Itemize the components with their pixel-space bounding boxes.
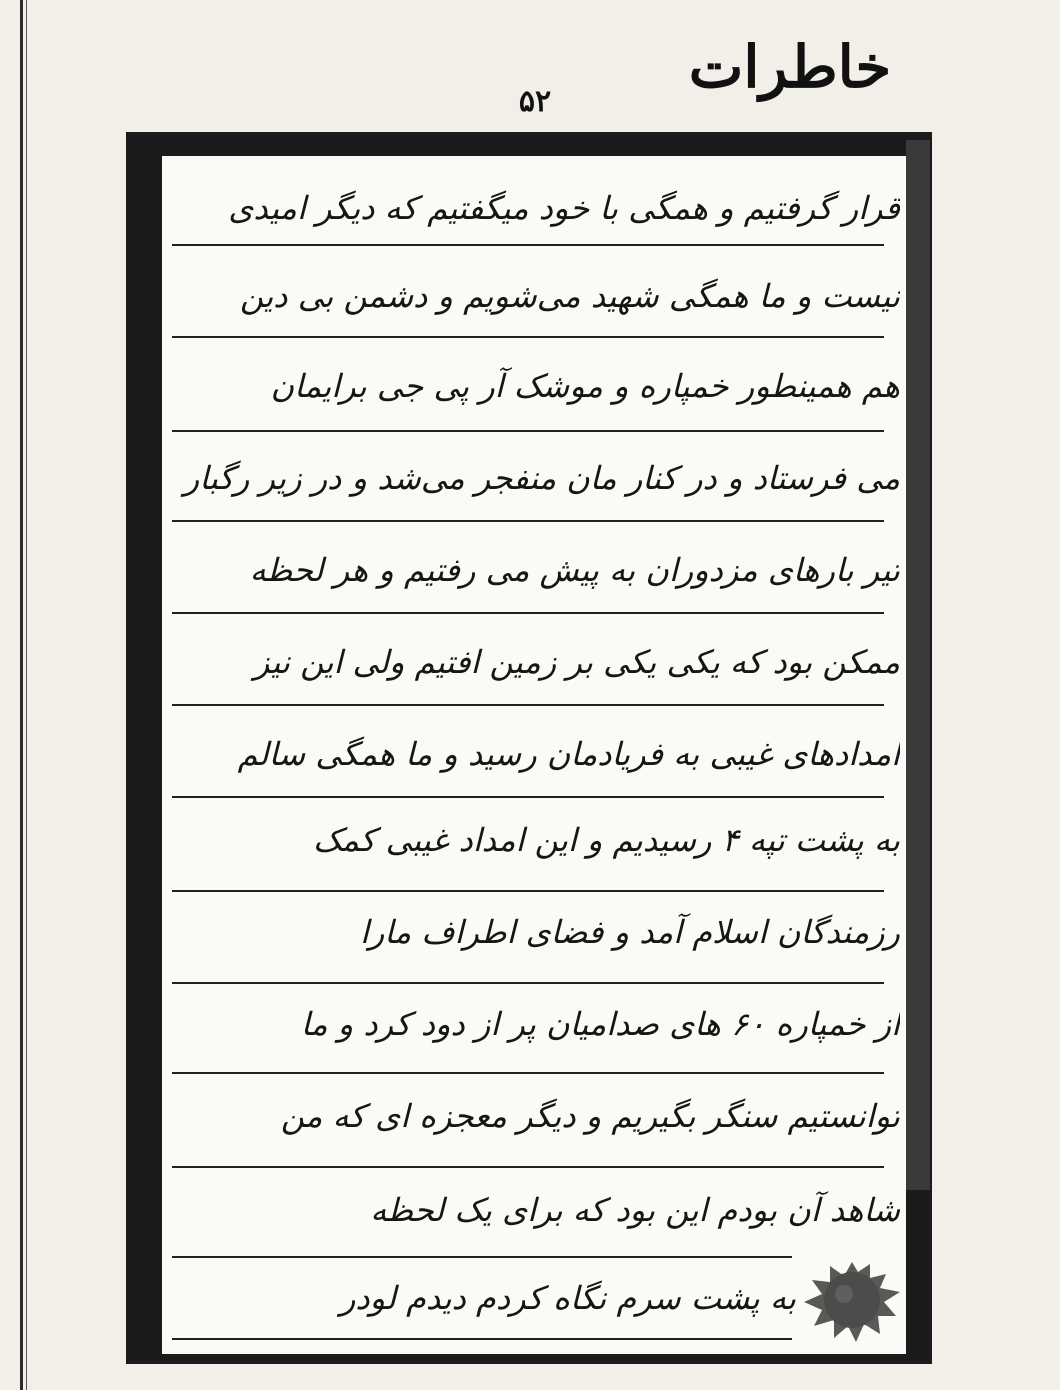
ruled-line (172, 1338, 792, 1340)
manuscript-line-12: شاهد آن بودم این بود که برای یک لحظه (370, 1191, 900, 1229)
page-margin-rule-thin (26, 0, 27, 1390)
manuscript-line-13: به پشت سرم نگاه کردم دیدم لودر (339, 1279, 796, 1317)
ruled-line (172, 890, 884, 892)
manuscript-line-4: می فرستاد و در کنار مان منفجر می‌شد و در زیر رگبار (183, 459, 900, 497)
page-heading: خاطرات (688, 33, 892, 101)
manuscript-line-10: از خمپاره ۶۰ های صدامیان پر از دود کرد و ما (300, 1005, 900, 1043)
ruled-line (172, 244, 884, 246)
manuscript-line-8: به پشت تپه ۴ رسیدیم و این امداد غیبی کمک (313, 821, 900, 859)
ruled-line (172, 336, 884, 338)
manuscript-line-2: نیست و ما همگی شهید می‌شویم و دشمن بی دین (240, 277, 900, 315)
ruled-line (172, 1072, 884, 1074)
manuscript-line-6: ممکن بود که یکی یکی بر زمین افتیم ولی این نیز (253, 643, 900, 681)
manuscript-line-3: هم همینطور خمپاره و موشک آر پی جی برایمان (270, 367, 900, 405)
ruled-line (172, 704, 884, 706)
frame-inner-edge (906, 140, 930, 1190)
manuscript-line-1: قرار گرفتیم و همگی با خود میگفتیم که دیگر امیدی (228, 189, 900, 227)
ruled-line (172, 1256, 792, 1258)
ruled-line (172, 612, 884, 614)
ruled-line (172, 520, 884, 522)
ink-blot-stain (796, 1252, 908, 1348)
page-margin-rule (20, 0, 23, 1390)
ruled-line (172, 796, 884, 798)
ruled-line (172, 1166, 884, 1168)
ruled-line (172, 430, 884, 432)
manuscript-line-9: رزمندگان اسلام آمد و فضای اطراف مارا (359, 913, 900, 951)
manuscript-line-11: توانستیم سنگر بگیریم و دیگر معجزه ای که من (280, 1097, 900, 1135)
ruled-line (172, 982, 884, 984)
page-number: ۵۲ (518, 84, 552, 119)
manuscript-line-5: تیر بارهای مزدوران به پیش می رفتیم و هر لحظه (249, 551, 900, 589)
manuscript-line-7: امدادهای غیبی به فریادمان رسید و ما همگی سالم (237, 735, 900, 773)
